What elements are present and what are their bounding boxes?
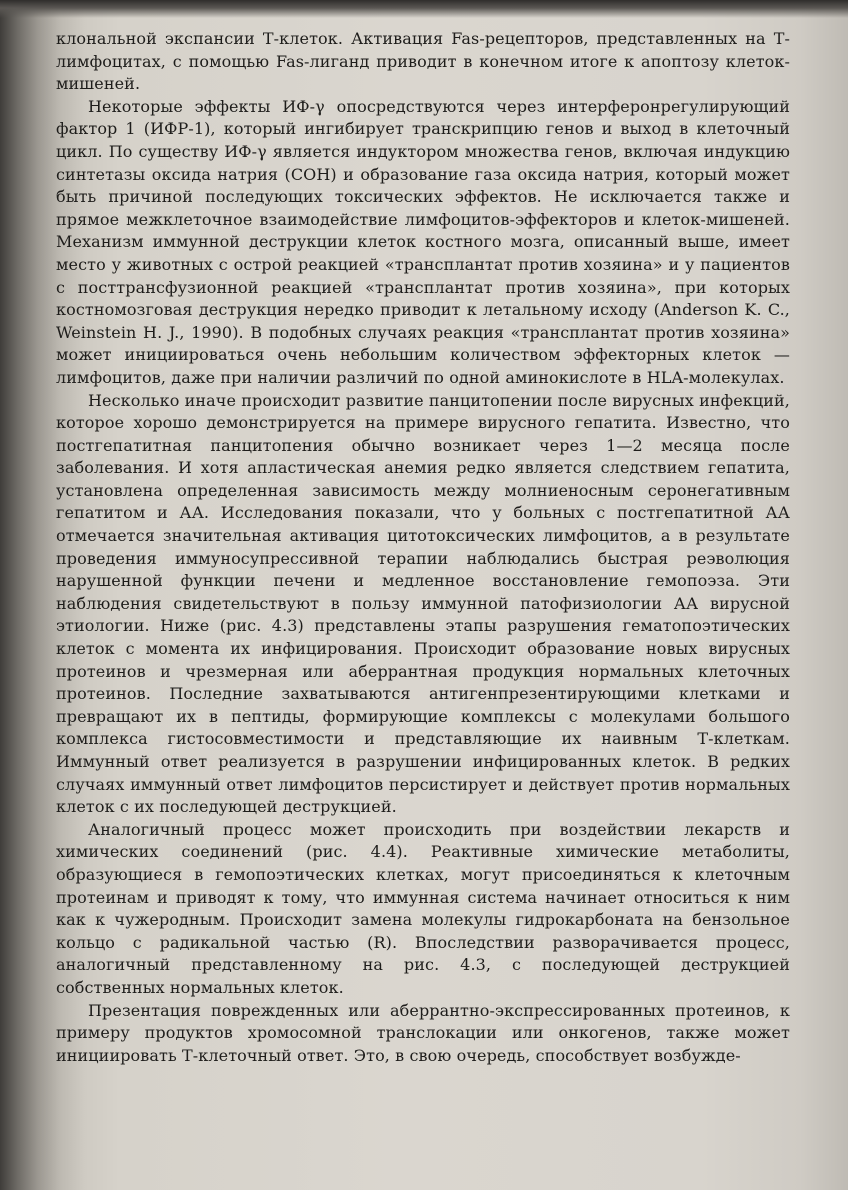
paragraph-1: клональной экспансии Т-клеток. Активация Fas-рецепторов, представленных на Т-лимфоцитах, с помощью Fas-лиганд приводит в конечном итоге к апоптозу клеток-мишеней. <box>56 29 790 94</box>
body-text <box>56 28 790 1067</box>
paragraph-2: Некоторые эффекты ИФ-γ опосредствуются через интерферонрегулирующий фактор 1 (ИФР-1), который ингибирует транскрипцию генов и выход в клеточный цикл. По существу ИФ-γ является индуктором множества генов, включая индукцию синтетазы оксида натрия (СОН) и образование газа оксида натрия, который может быть причиной последующих токсических эффектов. Не исключается также и прямое межклеточное взаимодействие лимфоцитов-эффекторов и клеток-мишеней. Механизм иммунной деструкции клеток костного мозга, описанный выше, имеет место у животных с острой реакцией «трансплантат против хозяина» и у пациентов с посттрансфузионной реакцией «трансплантат против хозяина», при которых костномозговая деструкция нередко приводит к летальному исходу (Anderson K. C., Weinstein H. J., 1990). В подобных случаях реакция «трансплантат против хозяина» может инициироваться очень небольшим количеством эффекторных клеток — лимфоцитов, даже при наличии различий по одной аминокислоте в HLA-молекулах. <box>56 96 790 387</box>
paragraph-4: Аналогичный процесс может происходить при воздействии лекарств и химических соединений (рис. 4.4). Реактивные химические метаболиты, образующиеся в гемопоэтических клетках, могут присоединяться к клеточным протеинам и приводят к тому, что иммунная система начинает относиться к ним как к чужеродным. Происходит замена молекулы гидрокарбоната на бензольное кольцо с радикальной частью (R). Впоследствии разворачивается процесс, аналогичный представленному на рис. 4.3, с последующей деструкцией собственных нормальных клеток. <box>56 819 790 997</box>
page-top-shadow <box>0 0 848 18</box>
paragraph-5: Презентация поврежденных или аберрантно-экспрессированных протеинов, к примеру продуктов хромосомной транслокации или онкогенов, также может инициировать Т-клеточный ответ. Это, в свою очередь, способствует возбужде- <box>56 1000 790 1065</box>
paragraph-3: Несколько иначе происходит развитие панцитопении после вирусных инфекций, которое хорошо демонстрируется на примере вирусного гепатита. Известно, что постгепатитная панцитопения обычно возникает через 1—2 месяца после заболевания. И хотя апластическая анемия редко является следствием гепатита, установлена определенная зависимость между молниеносным серонегативным гепатитом и АА. Исследования показали, что у больных с постгепатитной АА отмечается значительная активация цитотоксических лимфоцитов, а в результате проведения иммуносупрессивной терапии наблюдались быстрая реэволюция нарушенной функции печени и медленное восстановление гемопоэза. Эти наблюдения свидетельствуют в пользу иммунной патофизиологии АА вирусной этиологии. Ниже (рис. 4.3) представлены этапы разрушения гематопоэтических клеток с момента их инфицирования. Происходит образование новых вирусных протеинов и чрезмерная или аберрантная продукция нормальных клеточных протеинов. Последние захватываются антигенпрезентирующими клетками и превращают их в пептиды, формирующие комплексы с молекулами большого комплекса гистосовместимости и представляющие их наивным Т-клеткам. Иммунный ответ реализуется в разрушении инфицированных клеток. В редких случаях иммунный ответ лимфоцитов персистирует и действует против нормальных клеток с их последующей деструкцией. <box>56 390 790 817</box>
